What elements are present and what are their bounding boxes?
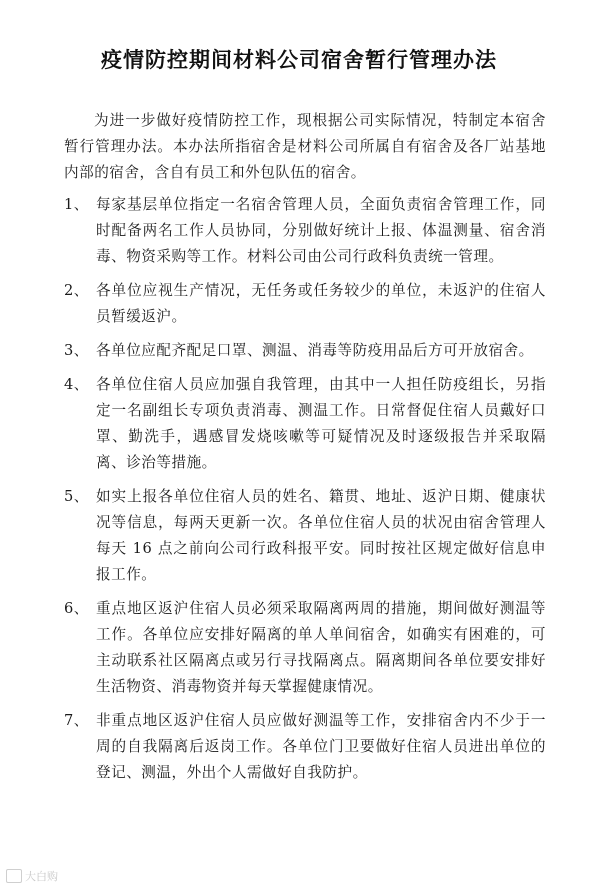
rule-number: 2、 [64,282,89,299]
rule-text: 各单位应配齐配足口罩、测温、消毒等防疫用品后方可开放宿舍。 [96,342,534,359]
rule-number: 6、 [64,600,89,617]
rule-item-2 [64,278,546,330]
rule-number: 4、 [64,376,89,393]
watermark-logo-icon [6,869,22,883]
rule-text: 每家基层单位指定一名宿舍管理人员，全面负责宿舍管理工作，同时配备两名工作人员协同，分别做好统计上报、体温测量、宿舍消毒、物资采购等工作。材料公司由公司行政科负责统一管理。 [96,196,546,265]
rule-text: 各单位住宿人员应加强自我管理，由其中一人担任防疫组长，另指定一名副组长专项负责消毒、测温工作。日常督促住宿人员戴好口罩、勤洗手，遇感冒发烧咳嗽等可疑情况及时逐级报告并采取隔离、诊治等措施。 [96,376,546,471]
watermark-text: 大白购 [25,870,58,883]
rule-item-5 [64,484,546,588]
rule-item-4 [64,372,546,476]
rule-number: 7、 [64,712,89,729]
rule-text: 非重点地区返沪住宿人员应做好测温等工作，安排宿舍内不少于一周的自我隔离后返岗工作。各单位门卫要做好住宿人员进出单位的登记、测温，外出个人需做好自我防护。 [96,712,546,781]
rule-text: 各单位应视生产情况，无任务或任务较少的单位，未返沪的住宿人员暂缓返沪。 [96,282,546,325]
rule-number: 1、 [64,196,89,213]
rule-item-6 [64,596,546,700]
rule-number: 3、 [64,342,89,359]
rules-list [64,192,546,794]
rule-item-7 [64,708,546,786]
document-title: 疫情防控期间材料公司宿舍暂行管理办法 [101,48,497,72]
watermark [6,868,58,884]
rule-item-3 [64,338,546,364]
rule-item-1 [64,192,546,270]
rule-number: 5、 [64,488,89,505]
intro-paragraph: 为进一步做好疫情防控工作，现根据公司实际情况，特制定本宿舍暂行管理办法。本办法所指宿舍是材料公司所属自有宿舍及各厂站基地内部的宿舍，含自有员工和外包队伍的宿舍。 [64,112,546,181]
rule-text: 重点地区返沪住宿人员必须采取隔离两周的措施，期间做好测温等工作。各单位应安排好隔离的单人单间宿舍，如确实有困难的，可主动联系社区隔离点或另行寻找隔离点。隔离期间各单位要安排好生活物资、消毒物资并每天掌握健康情况。 [96,600,546,695]
rule-text: 如实上报各单位住宿人员的姓名、籍贯、地址、返沪日期、健康状况等信息，每两天更新一次。各单位住宿人员的状况由宿舍管理人每天 16 点之前向公司行政科报平安。同时按社区规定做好信息申报工作。 [96,488,546,583]
